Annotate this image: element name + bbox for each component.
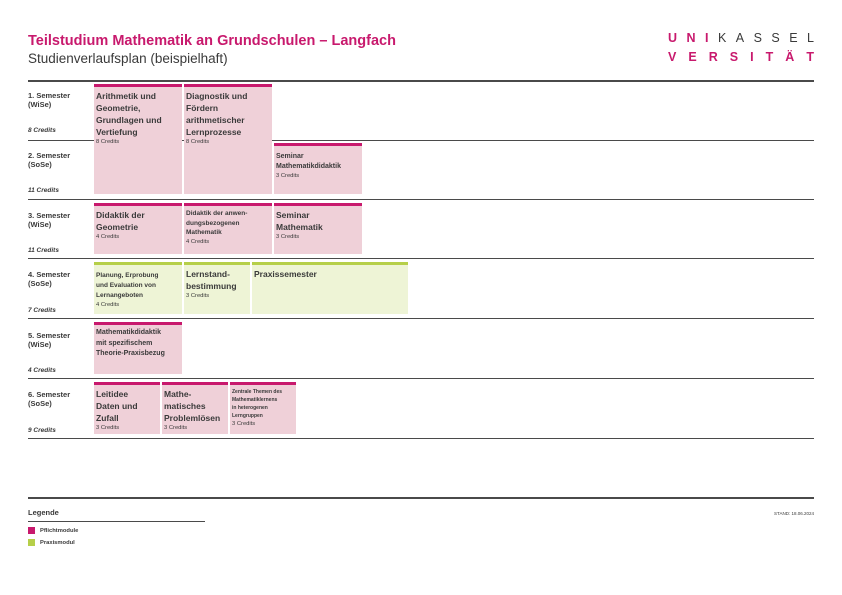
logo-letter: U [668, 31, 678, 45]
module-zentrale-themen [230, 382, 296, 434]
module-credits: 3 Credits [164, 425, 188, 431]
semester-label: 3. Semester (WiSe) [28, 211, 71, 229]
semester-label: 5. Semester (WiSe) [28, 331, 71, 349]
row-divider [28, 199, 814, 200]
row-divider [28, 318, 814, 319]
module-credits: 3 Credits [186, 293, 210, 299]
module-seminar-mathematikdidaktik [274, 143, 362, 194]
module-didaktik-anwendungsbezogen [184, 203, 272, 254]
logo-letter: K [717, 31, 727, 45]
semester-credits: 8 Credits [28, 127, 56, 134]
module-planung-erprobung [94, 262, 182, 314]
semester-credits: 9 Credits [28, 427, 56, 434]
semester-label: 1. Semester (WiSe) [28, 91, 71, 109]
legend-title: Legende [28, 508, 59, 517]
page-subtitle: Studienverlaufsplan (beispielhaft) [28, 51, 228, 66]
module-leitidee-daten-zufall [94, 382, 160, 434]
module-praxissemester [252, 262, 408, 314]
logo-letter: V [668, 50, 677, 64]
logo-letter: I [750, 50, 754, 64]
university-logo-row-2 [668, 51, 814, 64]
module-seminar-mathematik [274, 203, 362, 254]
semester-credits: 7 Credits [28, 307, 56, 314]
row-divider [28, 378, 814, 379]
module-arithmetik-geometrie [94, 84, 182, 194]
logo-letter: T [806, 50, 814, 64]
module-name: Mathematikdidaktik mit spezifischem Theorie-Praxisbezug [96, 329, 165, 357]
logo-letter: S [771, 31, 780, 45]
legend-item-praxismodul [28, 539, 75, 546]
module-name: Leitidee Daten und Zufall [96, 389, 138, 423]
module-credits: 3 Credits [276, 234, 300, 240]
module-name: Diagnostik und Fördern arithmetischer Lernprozesse [186, 91, 248, 137]
module-credits: 8 Credits [96, 139, 120, 145]
legend-swatch-green [28, 539, 35, 546]
module-name: Praxissemester [254, 269, 317, 279]
row-divider [28, 258, 814, 259]
module-credits: 8 Credits [186, 139, 210, 145]
module-credits: 3 Credits [96, 425, 120, 431]
module-credits: 4 Credits [96, 234, 120, 240]
legend-label: Praxismodul [40, 539, 75, 546]
module-name: Seminar Mathematikdidaktik [276, 153, 341, 170]
bottom-rule [28, 497, 814, 499]
university-logo-row-1 [668, 32, 814, 45]
page-title: Teilstudium Mathematik an Grundschulen – Langfach [28, 33, 396, 49]
module-name: Lernstand- bestimmung [186, 269, 237, 291]
module-mathematikdidaktik-theorie-praxis [94, 322, 182, 374]
semester-label: 4. Semester (SoSe) [28, 270, 71, 288]
module-credits: 3 Credits [232, 421, 256, 427]
module-name: Planung, Erprobung und Evaluation von Lernangeboten [96, 272, 159, 299]
module-name: Arithmetik und Geometrie, Grundlagen und Vertiefung [96, 91, 162, 137]
logo-letter: L [807, 31, 814, 45]
logo-letter: Ä [785, 50, 795, 64]
logo-letter: S [753, 31, 762, 45]
legend-label: Pflichtmodule [40, 527, 79, 534]
semester-credits: 11 Credits [28, 187, 59, 194]
semester-label: 2. Semester (SoSe) [28, 151, 71, 169]
module-didaktik-geometrie [94, 203, 182, 254]
module-credits: 4 Credits [186, 238, 210, 245]
semester-label: 6. Semester (SoSe) [28, 390, 71, 408]
document-date: STAND: 18.06.2024 [774, 511, 814, 516]
logo-letter: A [735, 31, 745, 45]
logo-letter: S [729, 50, 739, 64]
module-credits: 3 Credits [276, 173, 300, 179]
top-rule [28, 80, 814, 82]
module-mathematisches-problemloesen [162, 382, 228, 434]
logo-letter: I [705, 31, 709, 45]
legend-rule [28, 521, 205, 522]
module-name: Didaktik der anwen- dungsbezogenen Mathematik [186, 210, 248, 236]
logo-letter: T [765, 50, 774, 64]
module-name: Zentrale Themen des Mathematiklernens in heterogenen Lerngruppen [232, 389, 283, 419]
semester-credits: 11 Credits [28, 247, 59, 254]
logo-letter: E [688, 50, 697, 64]
logo-letter: R [708, 50, 718, 64]
module-name: Didaktik der Geometrie [96, 210, 145, 232]
module-name: Mathe- matisches Problemlösen [164, 389, 221, 423]
module-name: Seminar Mathematik [276, 210, 323, 232]
legend-swatch-pink [28, 527, 35, 534]
legend-item-pflichtmodul [28, 527, 78, 534]
row-divider [28, 438, 814, 439]
module-diagnostik-foerdern [184, 84, 272, 194]
logo-letter: N [686, 31, 696, 45]
module-credits: 4 Credits [96, 302, 120, 308]
semester-credits: 4 Credits [28, 367, 56, 374]
logo-letter: E [789, 31, 798, 45]
module-lernstandbestimmung [184, 262, 250, 314]
